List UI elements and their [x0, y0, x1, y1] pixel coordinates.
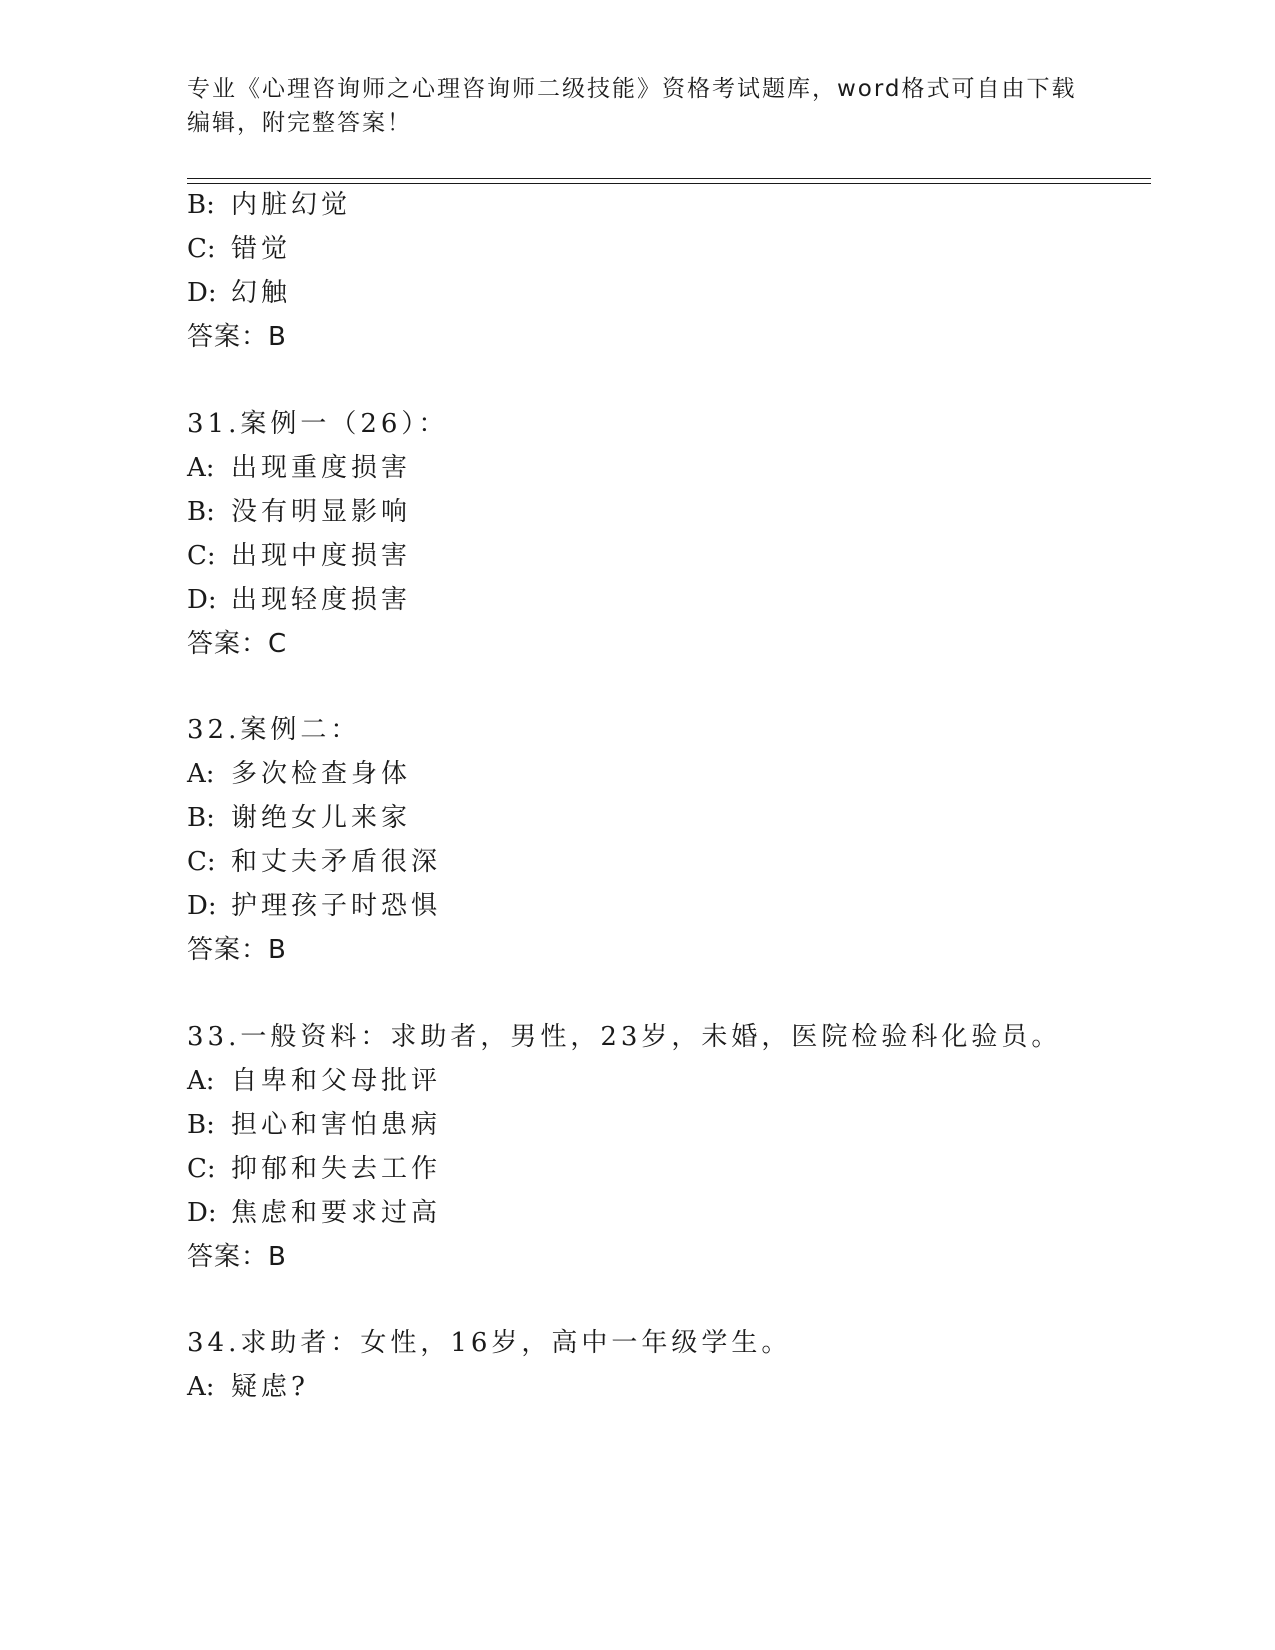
option-line — [187, 889, 441, 923]
answer-line: 答案：B — [187, 1242, 287, 1272]
option-line — [187, 1196, 441, 1230]
option-text: 错觉 — [231, 234, 292, 264]
option-text: 多次检查身体 — [231, 759, 412, 789]
option-key: C: — [187, 234, 216, 264]
option-key: D: — [187, 278, 217, 308]
option-line — [187, 845, 441, 879]
option-line — [187, 1370, 309, 1404]
header-line-2: 编辑，附完整答案！ — [187, 110, 412, 136]
answer-line: 答案：B — [187, 935, 287, 965]
option-key: A: — [187, 453, 215, 483]
option-line — [187, 495, 411, 529]
option-key: B: — [187, 190, 215, 220]
option-line — [187, 1152, 441, 1186]
option-line — [187, 1064, 441, 1098]
option-text: 抑郁和失去工作 — [231, 1154, 442, 1184]
option-text: 谢绝女儿来家 — [231, 803, 412, 833]
option-key: B: — [187, 497, 215, 527]
header-divider-bottom — [187, 183, 1151, 184]
option-text: 自卑和父母批评 — [231, 1066, 442, 1096]
option-key: A: — [187, 759, 215, 789]
option-text: 和丈夫矛盾很深 — [231, 847, 442, 877]
option-text: 出现轻度损害 — [231, 585, 412, 615]
question-title: 32.案例二： — [187, 715, 361, 745]
option-key: B: — [187, 803, 215, 833]
option-text: 内脏幻觉 — [231, 190, 352, 220]
option-text: 出现重度损害 — [231, 453, 412, 483]
question-title: 34.求助者：女性，16岁，高中一年级学生。 — [187, 1328, 792, 1358]
option-line — [187, 583, 411, 617]
option-text: 焦虑和要求过高 — [231, 1198, 442, 1228]
answer-line: 答案：C — [187, 629, 288, 659]
option-text: 担心和害怕患病 — [231, 1110, 442, 1140]
option-line — [187, 1108, 441, 1142]
option-key: B: — [187, 1110, 215, 1140]
question-title: 33.一般资料：求助者，男性，23岁，未婚，医院检验科化验员。 — [187, 1022, 1062, 1052]
option-key: D: — [187, 891, 217, 921]
option-key: C: — [187, 847, 216, 877]
option-text: 没有明显影响 — [231, 497, 412, 527]
option-line — [187, 757, 411, 791]
option-key: A: — [187, 1066, 215, 1096]
option-line — [187, 801, 411, 835]
option-text: 护理孩子时恐惧 — [231, 891, 442, 921]
question-title: 31.案例一（26）： — [187, 409, 449, 439]
document-header — [187, 72, 1087, 140]
answer-line: 答案：B — [187, 322, 287, 352]
option-key: A: — [187, 1372, 215, 1402]
option-key: C: — [187, 1154, 216, 1184]
option-line — [187, 451, 411, 485]
option-text: 出现中度损害 — [231, 541, 412, 571]
option-line — [187, 232, 291, 266]
header-line-1: 专业《心理咨询师之心理咨询师二级技能》资格考试题库，word格式可自由下载 — [187, 76, 1077, 102]
option-line — [187, 276, 291, 310]
option-key: D: — [187, 1198, 217, 1228]
header-divider-top — [187, 178, 1151, 179]
option-text: 幻触 — [231, 278, 292, 308]
option-line — [187, 539, 411, 573]
option-key: D: — [187, 585, 217, 615]
option-key: C: — [187, 541, 216, 571]
option-text: 疑虑? — [231, 1372, 309, 1402]
option-line — [187, 188, 351, 222]
